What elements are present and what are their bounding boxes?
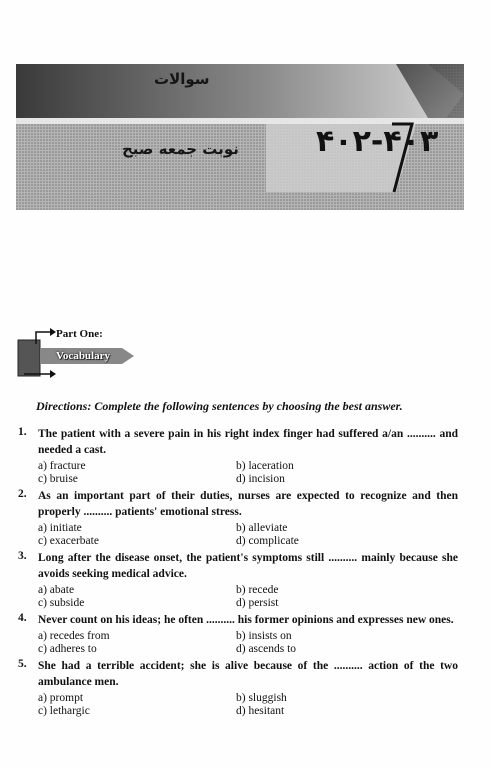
question-options xyxy=(38,522,458,548)
option-a[interactable]: a) fracture xyxy=(38,460,86,472)
question-options xyxy=(38,692,458,718)
option-d[interactable]: d) complicate xyxy=(236,535,299,547)
question-number: 2. xyxy=(18,488,27,500)
question-1 xyxy=(18,426,458,486)
option-c[interactable]: c) exacerbate xyxy=(38,535,99,547)
directions-text: Directions: Complete the following sentences by choosing the best answer. xyxy=(36,399,403,413)
option-a[interactable]: a) abate xyxy=(38,584,75,596)
question-text: Never count on his ideas; he often .......... his former opinions and expresses new ones. xyxy=(38,614,454,626)
option-a[interactable]: a) initiate xyxy=(38,522,82,534)
header-banner xyxy=(16,64,464,210)
question-number: 4. xyxy=(18,612,27,624)
question-text: As an important part of their duties, nurses are expected to recognize and then properly .......... patients' emotional stress. xyxy=(38,490,458,518)
option-b[interactable]: b) alleviate xyxy=(236,522,288,534)
part-tag: Vocabulary xyxy=(56,350,110,362)
question-options xyxy=(38,460,458,486)
question-number: 1. xyxy=(18,426,27,438)
option-d[interactable]: d) ascends to xyxy=(236,643,297,655)
question-3 xyxy=(18,550,458,610)
banner-number: ۴۰۲-۴۰۳ xyxy=(316,124,439,159)
option-d[interactable]: d) persist xyxy=(236,597,279,609)
question-2 xyxy=(18,488,458,548)
option-b[interactable]: b) insists on xyxy=(236,630,292,642)
option-c[interactable]: c) adheres to xyxy=(38,643,97,655)
question-text: Long after the disease onset, the patient's symptoms still .......... mainly because she avoids seeking medical advice. xyxy=(38,552,458,580)
option-b[interactable]: b) laceration xyxy=(236,460,294,472)
question-text: She had a terrible accident; she is alive because of the .......... action of the two ambulance men. xyxy=(38,660,458,688)
option-c[interactable]: c) subside xyxy=(38,597,85,609)
question-text: The patient with a severe pain in his right index finger had suffered a/an .......... and needed a cast. xyxy=(38,428,458,456)
option-b[interactable]: b) recede xyxy=(236,584,279,596)
option-c[interactable]: c) lethargic xyxy=(38,705,90,717)
option-d[interactable]: d) incision xyxy=(236,473,285,485)
question-4 xyxy=(18,612,458,656)
banner-arabic-top: سوالات xyxy=(154,70,210,88)
question-list xyxy=(18,426,458,720)
option-c[interactable]: c) bruise xyxy=(38,473,78,485)
question-number: 5. xyxy=(18,658,27,670)
part-title: Part One: xyxy=(56,328,103,340)
option-b[interactable]: b) sluggish xyxy=(236,692,287,704)
question-options xyxy=(38,630,458,656)
question-5 xyxy=(18,658,458,718)
option-d[interactable]: d) hesitant xyxy=(236,705,285,717)
option-a[interactable]: a) recedes from xyxy=(38,630,110,642)
option-a[interactable]: a) prompt xyxy=(38,692,84,704)
question-options xyxy=(38,584,458,610)
banner-arabic-bottom: نوبت جمعه صبح xyxy=(122,140,239,158)
question-number: 3. xyxy=(18,550,27,562)
